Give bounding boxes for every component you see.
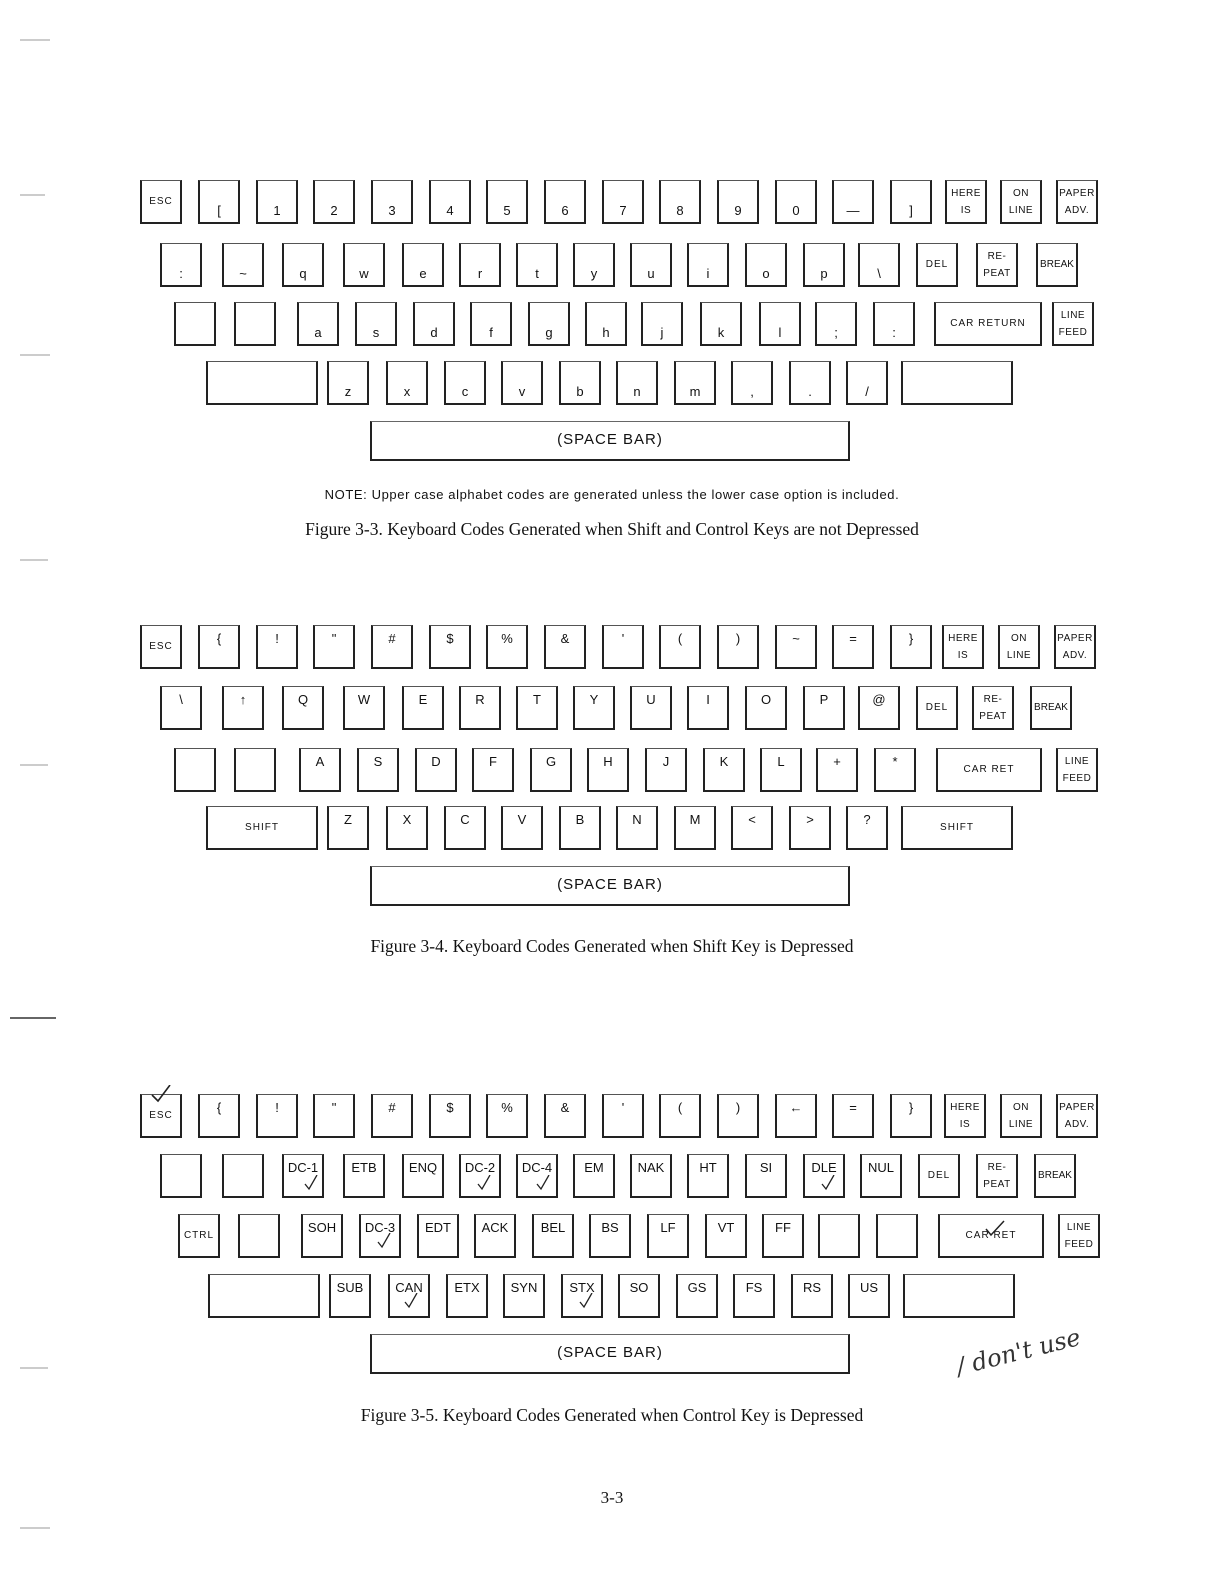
key: a	[297, 302, 339, 346]
key: W	[343, 686, 385, 730]
key: ,	[731, 361, 773, 405]
key: FF	[762, 1214, 804, 1258]
key: 3	[371, 180, 413, 224]
key: ~	[775, 625, 817, 669]
key-shift-left: SHIFT	[206, 806, 318, 850]
key: n	[616, 361, 658, 405]
key: t	[516, 243, 558, 287]
key: EDT	[417, 1214, 459, 1258]
key: NUL	[860, 1154, 902, 1198]
key: ETX	[446, 1274, 488, 1318]
page-number: 3-3	[600, 1488, 624, 1507]
key: w	[343, 243, 385, 287]
key: LF	[647, 1214, 689, 1258]
key: +	[816, 748, 858, 792]
key: J	[645, 748, 687, 792]
key: "	[313, 1094, 355, 1138]
key: &	[544, 625, 586, 669]
key	[222, 1154, 264, 1198]
key: G	[530, 748, 572, 792]
margin-marks	[10, 0, 60, 1580]
key: #	[371, 625, 413, 669]
key: X	[386, 806, 428, 850]
checkmark-icon	[150, 1085, 172, 1105]
key-left-blank	[206, 361, 318, 405]
key: \	[858, 243, 900, 287]
key-on-line: ON LINE	[1000, 180, 1042, 224]
key: e	[402, 243, 444, 287]
key: I	[687, 686, 729, 730]
key: Q	[282, 686, 324, 730]
key: /	[846, 361, 888, 405]
key: H	[587, 748, 629, 792]
key: {	[198, 625, 240, 669]
key: 0	[775, 180, 817, 224]
key: m	[674, 361, 716, 405]
key-line-feed: LINE FEED	[1052, 302, 1094, 346]
key-del: DEL	[916, 243, 958, 287]
key-line-feed: LINE FEED	[1056, 748, 1098, 792]
key: !	[256, 1094, 298, 1138]
figure-caption: Figure 3-5. Keyboard Codes Generated when Control Key is Depressed	[360, 1405, 864, 1425]
key-car-return: CAR RETURN	[934, 302, 1042, 346]
key-repeat: RE- PEAT	[972, 686, 1014, 730]
key: #	[371, 1094, 413, 1138]
key: EM	[573, 1154, 615, 1198]
key: 9	[717, 180, 759, 224]
key: Z	[327, 806, 369, 850]
key-paper-adv: PAPER ADV.	[1056, 180, 1098, 224]
key: r	[459, 243, 501, 287]
key: ?	[846, 806, 888, 850]
key-right-blank	[901, 361, 1013, 405]
key: }	[890, 625, 932, 669]
key: {	[198, 1094, 240, 1138]
key: D	[415, 748, 457, 792]
key: HT	[687, 1154, 729, 1198]
figure-caption: Figure 3-4. Keyboard Codes Generated when Shift Key is Depressed	[370, 936, 854, 956]
key: g	[528, 302, 570, 346]
key: SO	[618, 1274, 660, 1318]
key: STX	[561, 1274, 603, 1318]
key: *	[874, 748, 916, 792]
key: Y	[573, 686, 615, 730]
checkmark-icon	[377, 1233, 391, 1249]
key: }	[890, 1094, 932, 1138]
checkmark-icon	[477, 1175, 491, 1191]
key: y	[573, 243, 615, 287]
key: M	[674, 806, 716, 850]
key: DC-1	[282, 1154, 324, 1198]
key: [	[198, 180, 240, 224]
key-here-is: HERE IS	[944, 1094, 986, 1138]
key: ↑	[222, 686, 264, 730]
key: VT	[705, 1214, 747, 1258]
key: 2	[313, 180, 355, 224]
checkmark-icon	[821, 1175, 835, 1191]
key: $	[429, 625, 471, 669]
key: DLE	[803, 1154, 845, 1198]
key-line-feed: LINE FEED	[1058, 1214, 1100, 1258]
key: F	[472, 748, 514, 792]
key-break: BREAK	[1034, 1154, 1076, 1198]
key: u	[630, 243, 672, 287]
key: GS	[676, 1274, 718, 1318]
key-on-line: ON LINE	[998, 625, 1040, 669]
key: c	[444, 361, 486, 405]
key: "	[313, 625, 355, 669]
key-repeat: RE- PEAT	[976, 1154, 1018, 1198]
key-paper-adv: PAPER ADV.	[1054, 625, 1096, 669]
key: CAN	[388, 1274, 430, 1318]
key: d	[413, 302, 455, 346]
key	[174, 302, 216, 346]
key: :	[160, 243, 202, 287]
key: V	[501, 806, 543, 850]
key: DC-2	[459, 1154, 501, 1198]
key: $	[429, 1094, 471, 1138]
checkmark-icon	[579, 1293, 593, 1309]
key: ←	[775, 1094, 817, 1138]
key: ETB	[343, 1154, 385, 1198]
key	[234, 748, 276, 792]
key: N	[616, 806, 658, 850]
key: (	[659, 1094, 701, 1138]
key: T	[516, 686, 558, 730]
key: .	[789, 361, 831, 405]
key: @	[858, 686, 900, 730]
key: !	[256, 625, 298, 669]
key: A	[299, 748, 341, 792]
key: %	[486, 1094, 528, 1138]
key: 4	[429, 180, 471, 224]
key: (	[659, 625, 701, 669]
key-car-ret: CAR RET	[938, 1214, 1044, 1258]
key: l	[759, 302, 801, 346]
key	[818, 1214, 860, 1258]
key: US	[848, 1274, 890, 1318]
key: FS	[733, 1274, 775, 1318]
key: \	[160, 686, 202, 730]
key: O	[745, 686, 787, 730]
key: =	[832, 625, 874, 669]
figure-caption: Figure 3-3. Keyboard Codes Generated when Shift and Control Keys are not Depressed	[305, 519, 919, 539]
key: j	[641, 302, 683, 346]
key: BS	[589, 1214, 631, 1258]
key: K	[703, 748, 745, 792]
key: SYN	[503, 1274, 545, 1318]
key: 8	[659, 180, 701, 224]
key	[876, 1214, 918, 1258]
key: DC-3	[359, 1214, 401, 1258]
key: U	[630, 686, 672, 730]
key: p	[803, 243, 845, 287]
key: &	[544, 1094, 586, 1138]
key: v	[501, 361, 543, 405]
key: DC-4	[516, 1154, 558, 1198]
key-right-blank	[903, 1274, 1015, 1318]
key: —	[832, 180, 874, 224]
key: s	[355, 302, 397, 346]
handwritten-note: / don't use	[953, 1323, 1084, 1381]
key: 7	[602, 180, 644, 224]
key: ACK	[474, 1214, 516, 1258]
key-break: BREAK	[1036, 243, 1078, 287]
key-paper-adv: PAPER ADV.	[1056, 1094, 1098, 1138]
key	[160, 1154, 202, 1198]
key: NAK	[630, 1154, 672, 1198]
key: ]	[890, 180, 932, 224]
key-del: DEL	[918, 1154, 960, 1198]
key: E	[402, 686, 444, 730]
key: '	[602, 625, 644, 669]
key: 5	[486, 180, 528, 224]
key-ctrl: CTRL	[178, 1214, 220, 1258]
key-on-line: ON LINE	[1000, 1094, 1042, 1138]
key: L	[760, 748, 802, 792]
key: )	[717, 1094, 759, 1138]
key: o	[745, 243, 787, 287]
key: =	[832, 1094, 874, 1138]
space-bar: (SPACE BAR)	[370, 866, 850, 906]
key-break: BREAK	[1030, 686, 1072, 730]
key: ;	[815, 302, 857, 346]
key: SI	[745, 1154, 787, 1198]
key-repeat: RE- PEAT	[976, 243, 1018, 287]
key: )	[717, 625, 759, 669]
checkmark-icon	[304, 1175, 318, 1191]
key: ~	[222, 243, 264, 287]
key: x	[386, 361, 428, 405]
key: h	[585, 302, 627, 346]
key-car-ret: CAR RET	[936, 748, 1042, 792]
key: <	[731, 806, 773, 850]
key: R	[459, 686, 501, 730]
key-left-blank	[208, 1274, 320, 1318]
space-bar: (SPACE BAR)	[370, 421, 850, 461]
key	[234, 302, 276, 346]
key: f	[470, 302, 512, 346]
key-esc: ESC	[140, 625, 182, 669]
key: '	[602, 1094, 644, 1138]
key: %	[486, 625, 528, 669]
key: C	[444, 806, 486, 850]
key-esc: ESC	[140, 180, 182, 224]
key: >	[789, 806, 831, 850]
key: i	[687, 243, 729, 287]
key	[174, 748, 216, 792]
key-esc: ESC	[140, 1094, 182, 1138]
key: :	[873, 302, 915, 346]
key: z	[327, 361, 369, 405]
key: RS	[791, 1274, 833, 1318]
checkmark-icon	[984, 1219, 1006, 1237]
key: BEL	[532, 1214, 574, 1258]
checkmark-icon	[404, 1293, 418, 1309]
key: k	[700, 302, 742, 346]
key: B	[559, 806, 601, 850]
key	[238, 1214, 280, 1258]
key: 6	[544, 180, 586, 224]
key: 1	[256, 180, 298, 224]
figure-note: NOTE: Upper case alphabet codes are generated unless the lower case option is included.	[324, 487, 900, 502]
key: SOH	[301, 1214, 343, 1258]
key-shift-right: SHIFT	[901, 806, 1013, 850]
key: ENQ	[402, 1154, 444, 1198]
space-bar: (SPACE BAR)	[370, 1334, 850, 1374]
key-del: DEL	[916, 686, 958, 730]
key-here-is: HERE IS	[945, 180, 987, 224]
key: b	[559, 361, 601, 405]
key: SUB	[329, 1274, 371, 1318]
checkmark-icon	[536, 1175, 550, 1191]
key: q	[282, 243, 324, 287]
key-here-is: HERE IS	[942, 625, 984, 669]
key: P	[803, 686, 845, 730]
key: S	[357, 748, 399, 792]
